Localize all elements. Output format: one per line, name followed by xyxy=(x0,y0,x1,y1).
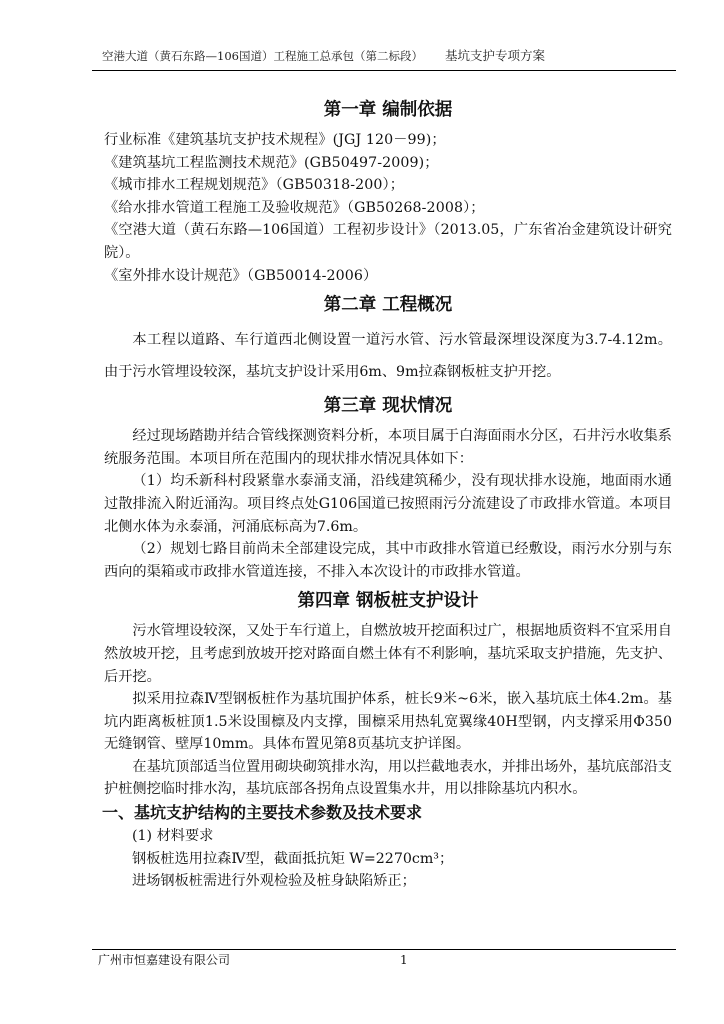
page-number: 1 xyxy=(400,953,408,967)
chapter-3-paragraph: （2）规划七路目前尚未全部建设完成，其中市政排水管道已经敷设，雨污水分别与东西向的渠箱或市政排水管道连接，不排入本次设计的市政排水管道。 xyxy=(104,541,672,580)
header-document-title: 基坑支护专项方案 xyxy=(445,48,546,63)
reference-item: 《空港大道（黄石东路—106国道）工程初步设计》（2013.05，广东省冶金建筑设计研究院）。 xyxy=(104,222,672,261)
footer-divider xyxy=(92,949,676,950)
chapter-4-title: 第四章 钢板桩支护设计 xyxy=(297,591,479,612)
material-requirement: 钢板桩选用拉森Ⅳ型，截面抵抗矩 W=2270cm³； xyxy=(132,850,454,867)
page-header xyxy=(100,46,676,66)
reference-item: 《城市排水工程规划规范》（GB50318-200）； xyxy=(104,177,404,194)
chapter-3-paragraph: 经过现场踏勘并结合管线探测资料分析，本项目属于白海面雨水分区，石井污水收集系统服务范围。本项目所在范围内的现状排水情况具体如下： xyxy=(104,428,672,467)
chapter-4-paragraph: 在基坑顶部适当位置用砌块砌筑排水沟，用以拦截地表水，并排出场外，基坑底部沿支护桩侧挖临时排水沟，基坑底部各拐角点设置集水井，用以排除基坑内积水。 xyxy=(104,758,672,798)
chapter-1-title: 第一章 编制依据 xyxy=(323,100,453,120)
chapter-3-paragraph: （1）均禾新科村段紧靠水泰涌支涌，沿线建筑稀少，没有现状排水设施，地面雨水通过散排流入附近涌沟。项目终点处G106国道已按照雨污分流建设了市政排水管道。本项目北侧水体为永泰涌，河涌底标高为7.6m。 xyxy=(104,473,672,535)
section-title: 一、基坑支护结构的主要技术参数及技术要求 xyxy=(102,803,423,823)
chapter-2-paragraph: 本工程以道路、车行道西北侧设置一道污水管、污水管最深埋设深度为3.7-4.12m。由于污水管埋设较深，基坑支护设计采用6m、9m拉森钢板桩支护开挖。 xyxy=(104,332,672,381)
material-requirement: 进场钢板桩需进行外观检验及桩身缺陷矫正； xyxy=(132,873,416,890)
reference-item: 《给水排水管道工程施工及验收规范》（GB50268-2008）； xyxy=(104,199,485,216)
chapter-4-paragraph: 拟采用拉森Ⅳ型钢板桩作为基坑围护体系，桩长9米~6米，嵌入基坑底土体4.2m。基坑内距离板桩顶1.5米设围檩及内支撑，围檩采用热轧宽翼缘40H型钢，内支撑采用Φ350无缝钢管、壁厚10mm。具体布置见第8页基坑支护详图。 xyxy=(104,691,672,753)
header-project-name: 空港大道（黄石东路—106国道）工程施工总承包（第二标段） xyxy=(102,49,423,63)
header-divider xyxy=(92,70,676,71)
document-body xyxy=(104,94,672,893)
chapter-4-paragraph: 污水管埋设较深，又处于车行道上，自燃放坡开挖面积过广，根据地质资料不宜采用自然放坡开挖，且考虑到放坡开挖对路面自燃土体有不利影响，基坑采取支护措施，先支护、后开挖。 xyxy=(104,623,672,685)
subsection-title: (1) 材料要求 xyxy=(132,828,214,845)
reference-item: 行业标准《建筑基坑支护技术规程》(JGJ 120－99)； xyxy=(104,132,446,148)
reference-item: 《室外排水设计规范》（GB50014-2006） xyxy=(104,267,378,284)
reference-list xyxy=(104,129,672,287)
footer-company-name: 广州市恒嘉建设有限公司 xyxy=(98,953,231,967)
reference-item: 《建筑基坑工程监测技术规范》(GB50497-2009)； xyxy=(104,154,439,171)
chapter-2-title: 第二章 工程概况 xyxy=(323,295,453,316)
page-footer xyxy=(92,951,676,969)
chapter-3-title: 第三章 现状情况 xyxy=(323,396,453,417)
